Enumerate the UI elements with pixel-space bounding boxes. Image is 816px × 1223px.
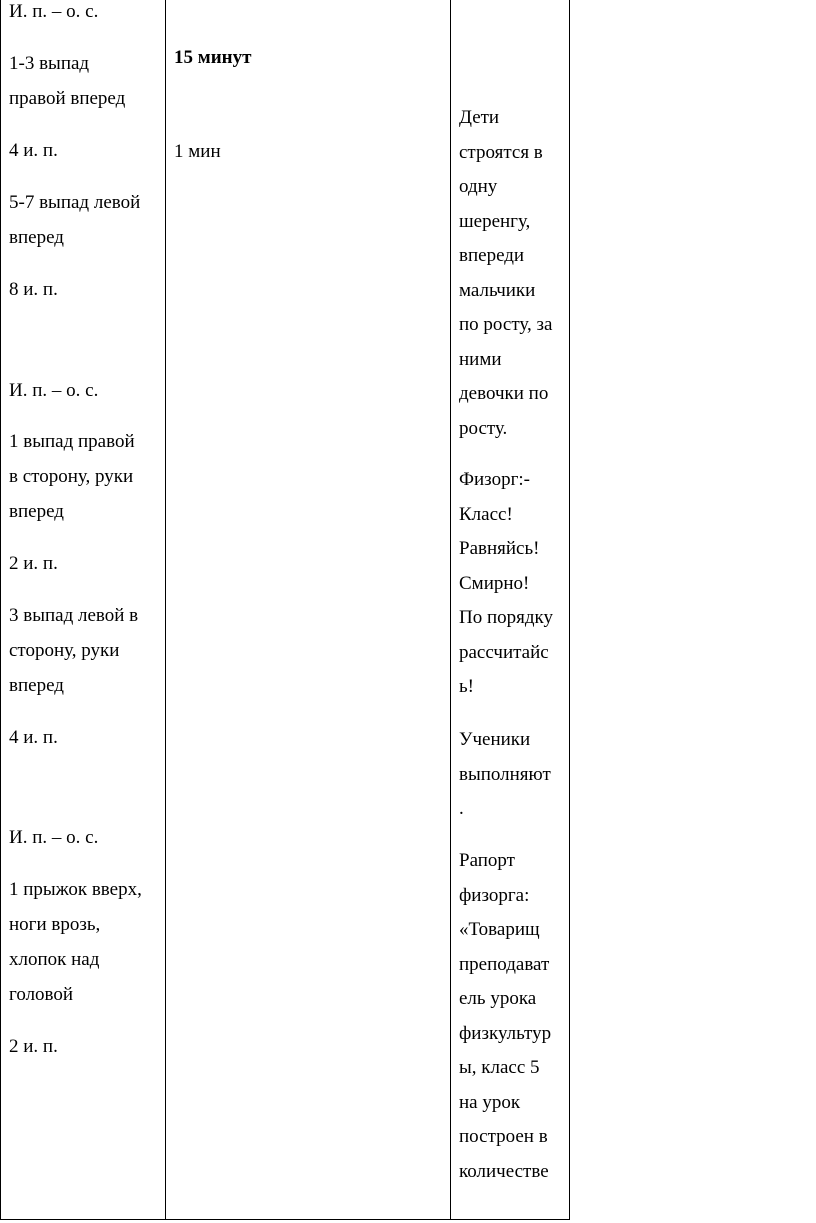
instruction-line: Смирно! xyxy=(459,573,530,594)
instruction-line: построен в xyxy=(459,1126,548,1147)
exercise-line: И. п. – о. с. xyxy=(9,1,99,22)
instruction-line: впереди xyxy=(459,245,525,266)
instruction-line: рассчитайс xyxy=(459,642,549,663)
exercise-line: правой вперед xyxy=(9,88,126,109)
exercise-line: И. п. – о. с. xyxy=(9,380,99,401)
exercise-line: 1 выпад правой xyxy=(9,431,135,452)
instruction-line: мальчики xyxy=(459,280,536,301)
instruction-line: ы, класс 5 xyxy=(459,1057,540,1078)
instruction-line: преподават xyxy=(459,954,550,975)
instruction-line: по росту, за xyxy=(459,314,553,335)
instruction-line: выполняют xyxy=(459,764,551,785)
exercise-line: головой xyxy=(9,984,74,1005)
exercise-line: 1 прыжок вверх, xyxy=(9,879,142,900)
instruction-line: физкультур xyxy=(459,1023,552,1044)
exercise-line: вперед xyxy=(9,501,64,522)
exercise-line: в сторону, руки xyxy=(9,466,134,487)
instruction-line: девочки по xyxy=(459,383,549,404)
instruction-line: Равняйсь! xyxy=(459,538,540,559)
instruction-line: на урок xyxy=(459,1092,521,1113)
instruction-line: Физорг:- xyxy=(459,469,530,490)
instruction-line: росту. xyxy=(459,418,508,439)
instructions-column xyxy=(451,0,571,1219)
exercise-line: И. п. – о. с. xyxy=(9,827,99,848)
exercise-line: 5-7 выпад левой xyxy=(9,192,141,213)
instruction-line: одну xyxy=(459,176,498,197)
exercise-line: 4 и. п. xyxy=(9,727,58,748)
exercise-line: сторону, руки xyxy=(9,640,120,661)
instruction-line: ь! xyxy=(459,676,474,697)
exercise-line: ноги врозь, xyxy=(9,914,101,935)
instruction-line: ними xyxy=(459,349,502,370)
exercise-line: 4 и. п. xyxy=(9,140,58,161)
instruction-line: Дети xyxy=(459,107,500,128)
exercise-line: вперед xyxy=(9,227,64,248)
instruction-line: шеренгу, xyxy=(459,211,531,232)
total-duration: 15 минут xyxy=(174,47,252,68)
exercise-column xyxy=(1,0,166,1219)
instruction-line: количестве xyxy=(459,1161,549,1182)
exercise-line: 2 и. п. xyxy=(9,1036,58,1057)
duration-column xyxy=(166,0,451,1219)
instruction-line: ель урока xyxy=(459,988,537,1009)
exercise-line: вперед xyxy=(9,675,64,696)
instruction-line: Ученики xyxy=(459,729,531,750)
exercise-line: хлопок над xyxy=(9,949,100,970)
instruction-line: По порядку xyxy=(459,607,554,628)
exercise-line: 8 и. п. xyxy=(9,279,58,300)
exercise-line: 3 выпад левой в xyxy=(9,605,139,626)
instruction-line: «Товарищ xyxy=(459,919,540,940)
instruction-line: . xyxy=(459,798,464,819)
instruction-line: Рапорт xyxy=(459,850,515,871)
instruction-line: Класс! xyxy=(459,504,513,525)
item-duration: 1 мин xyxy=(174,141,221,162)
instruction-line: физорга: xyxy=(459,885,530,906)
instruction-line: строятся в xyxy=(459,142,543,163)
exercise-line: 1-3 выпад xyxy=(9,53,90,74)
exercise-line: 2 и. п. xyxy=(9,553,58,574)
